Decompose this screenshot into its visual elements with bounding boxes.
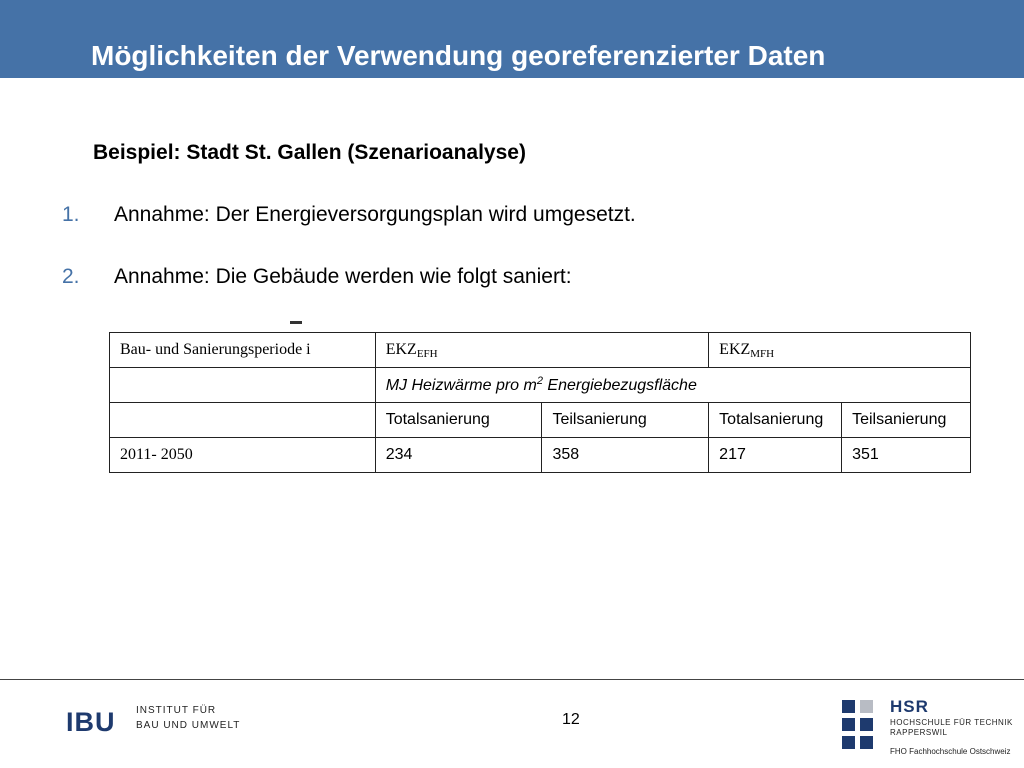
hsr-line-2: RAPPERSWIL [890, 728, 948, 737]
hsr-square-icon [842, 718, 855, 731]
empty-cell [110, 403, 376, 438]
hsr-square-icon [860, 700, 873, 713]
ekz-mfh-sub: MFH [750, 347, 775, 360]
hsr-logo-text [890, 718, 1013, 738]
col-label-mfh-total: Totalsanierung [709, 403, 842, 438]
value-mfh-partial: 351 [842, 438, 971, 473]
ibu-line-2: BAU UND UMWELT [136, 720, 241, 731]
hsr-logo [842, 697, 1017, 762]
list-item-1 [62, 203, 636, 227]
hsr-square-icon [860, 718, 873, 731]
table-row [110, 368, 971, 403]
col-label-mfh-partial: Teilsanierung [842, 403, 971, 438]
unit-cell [375, 368, 970, 403]
period-header: Bau- und Sanierungsperiode i [120, 341, 311, 358]
ibu-logo-text [136, 703, 240, 733]
value-efh-partial: 358 [542, 438, 709, 473]
period-value: 2011- 2050 [110, 438, 376, 473]
hsr-fho-text: FHO Fachhochschule Ostschweiz [890, 747, 1011, 756]
hsr-square-icon [842, 700, 855, 713]
title-bar [0, 0, 1024, 78]
table-row [110, 333, 971, 368]
list-number-2: 2. [62, 265, 80, 288]
list-number-1: 1. [62, 203, 80, 226]
hsr-square-icon [860, 736, 873, 749]
hsr-logo-name: HSR [890, 697, 929, 716]
ekz-mfh-main: EKZ [719, 340, 751, 358]
slide-title: Möglichkeiten der Verwendung georeferenzierter Daten [91, 40, 826, 71]
unit-sup: 2 [536, 375, 543, 387]
ekz-efh-sub: EFH [416, 347, 438, 360]
unit-pre: MJ Heizwärme pro m [385, 377, 537, 394]
period-header-cell [110, 333, 376, 368]
empty-cell [110, 368, 376, 403]
table-row [110, 438, 971, 473]
table-row [110, 403, 971, 438]
ibu-line-1: INSTITUT FÜR [136, 705, 217, 716]
hsr-square-icon [842, 736, 855, 749]
ibu-logo-mark: IBU [66, 707, 116, 737]
slide-subtitle: Beispiel: Stadt St. Gallen (Szenarioanalyse) [93, 141, 526, 164]
list-text-2: Annahme: Die Gebäude werden wie folgt saniert: [114, 265, 572, 288]
ekz-efh-header-cell [375, 333, 708, 368]
scan-artifact-mark [290, 321, 302, 325]
col-label-efh-partial: Teilsanierung [542, 403, 709, 438]
col-label-efh-total: Totalsanierung [375, 403, 542, 438]
list-text-1: Annahme: Der Energieversorgungsplan wird umgesetzt. [114, 203, 636, 226]
footer-divider [0, 679, 1024, 680]
hsr-line-1: HOCHSCHULE FÜR TECHNIK [890, 718, 1013, 727]
renovation-table [109, 332, 971, 473]
value-efh-total: 234 [375, 438, 542, 473]
list-item-2 [62, 265, 572, 289]
value-mfh-total: 217 [709, 438, 842, 473]
ekz-mfh-header-cell [709, 333, 971, 368]
unit-post: Energiebezugsfläche [542, 377, 697, 394]
page-number: 12 [562, 711, 580, 728]
ekz-efh-main: EKZ [385, 340, 417, 358]
